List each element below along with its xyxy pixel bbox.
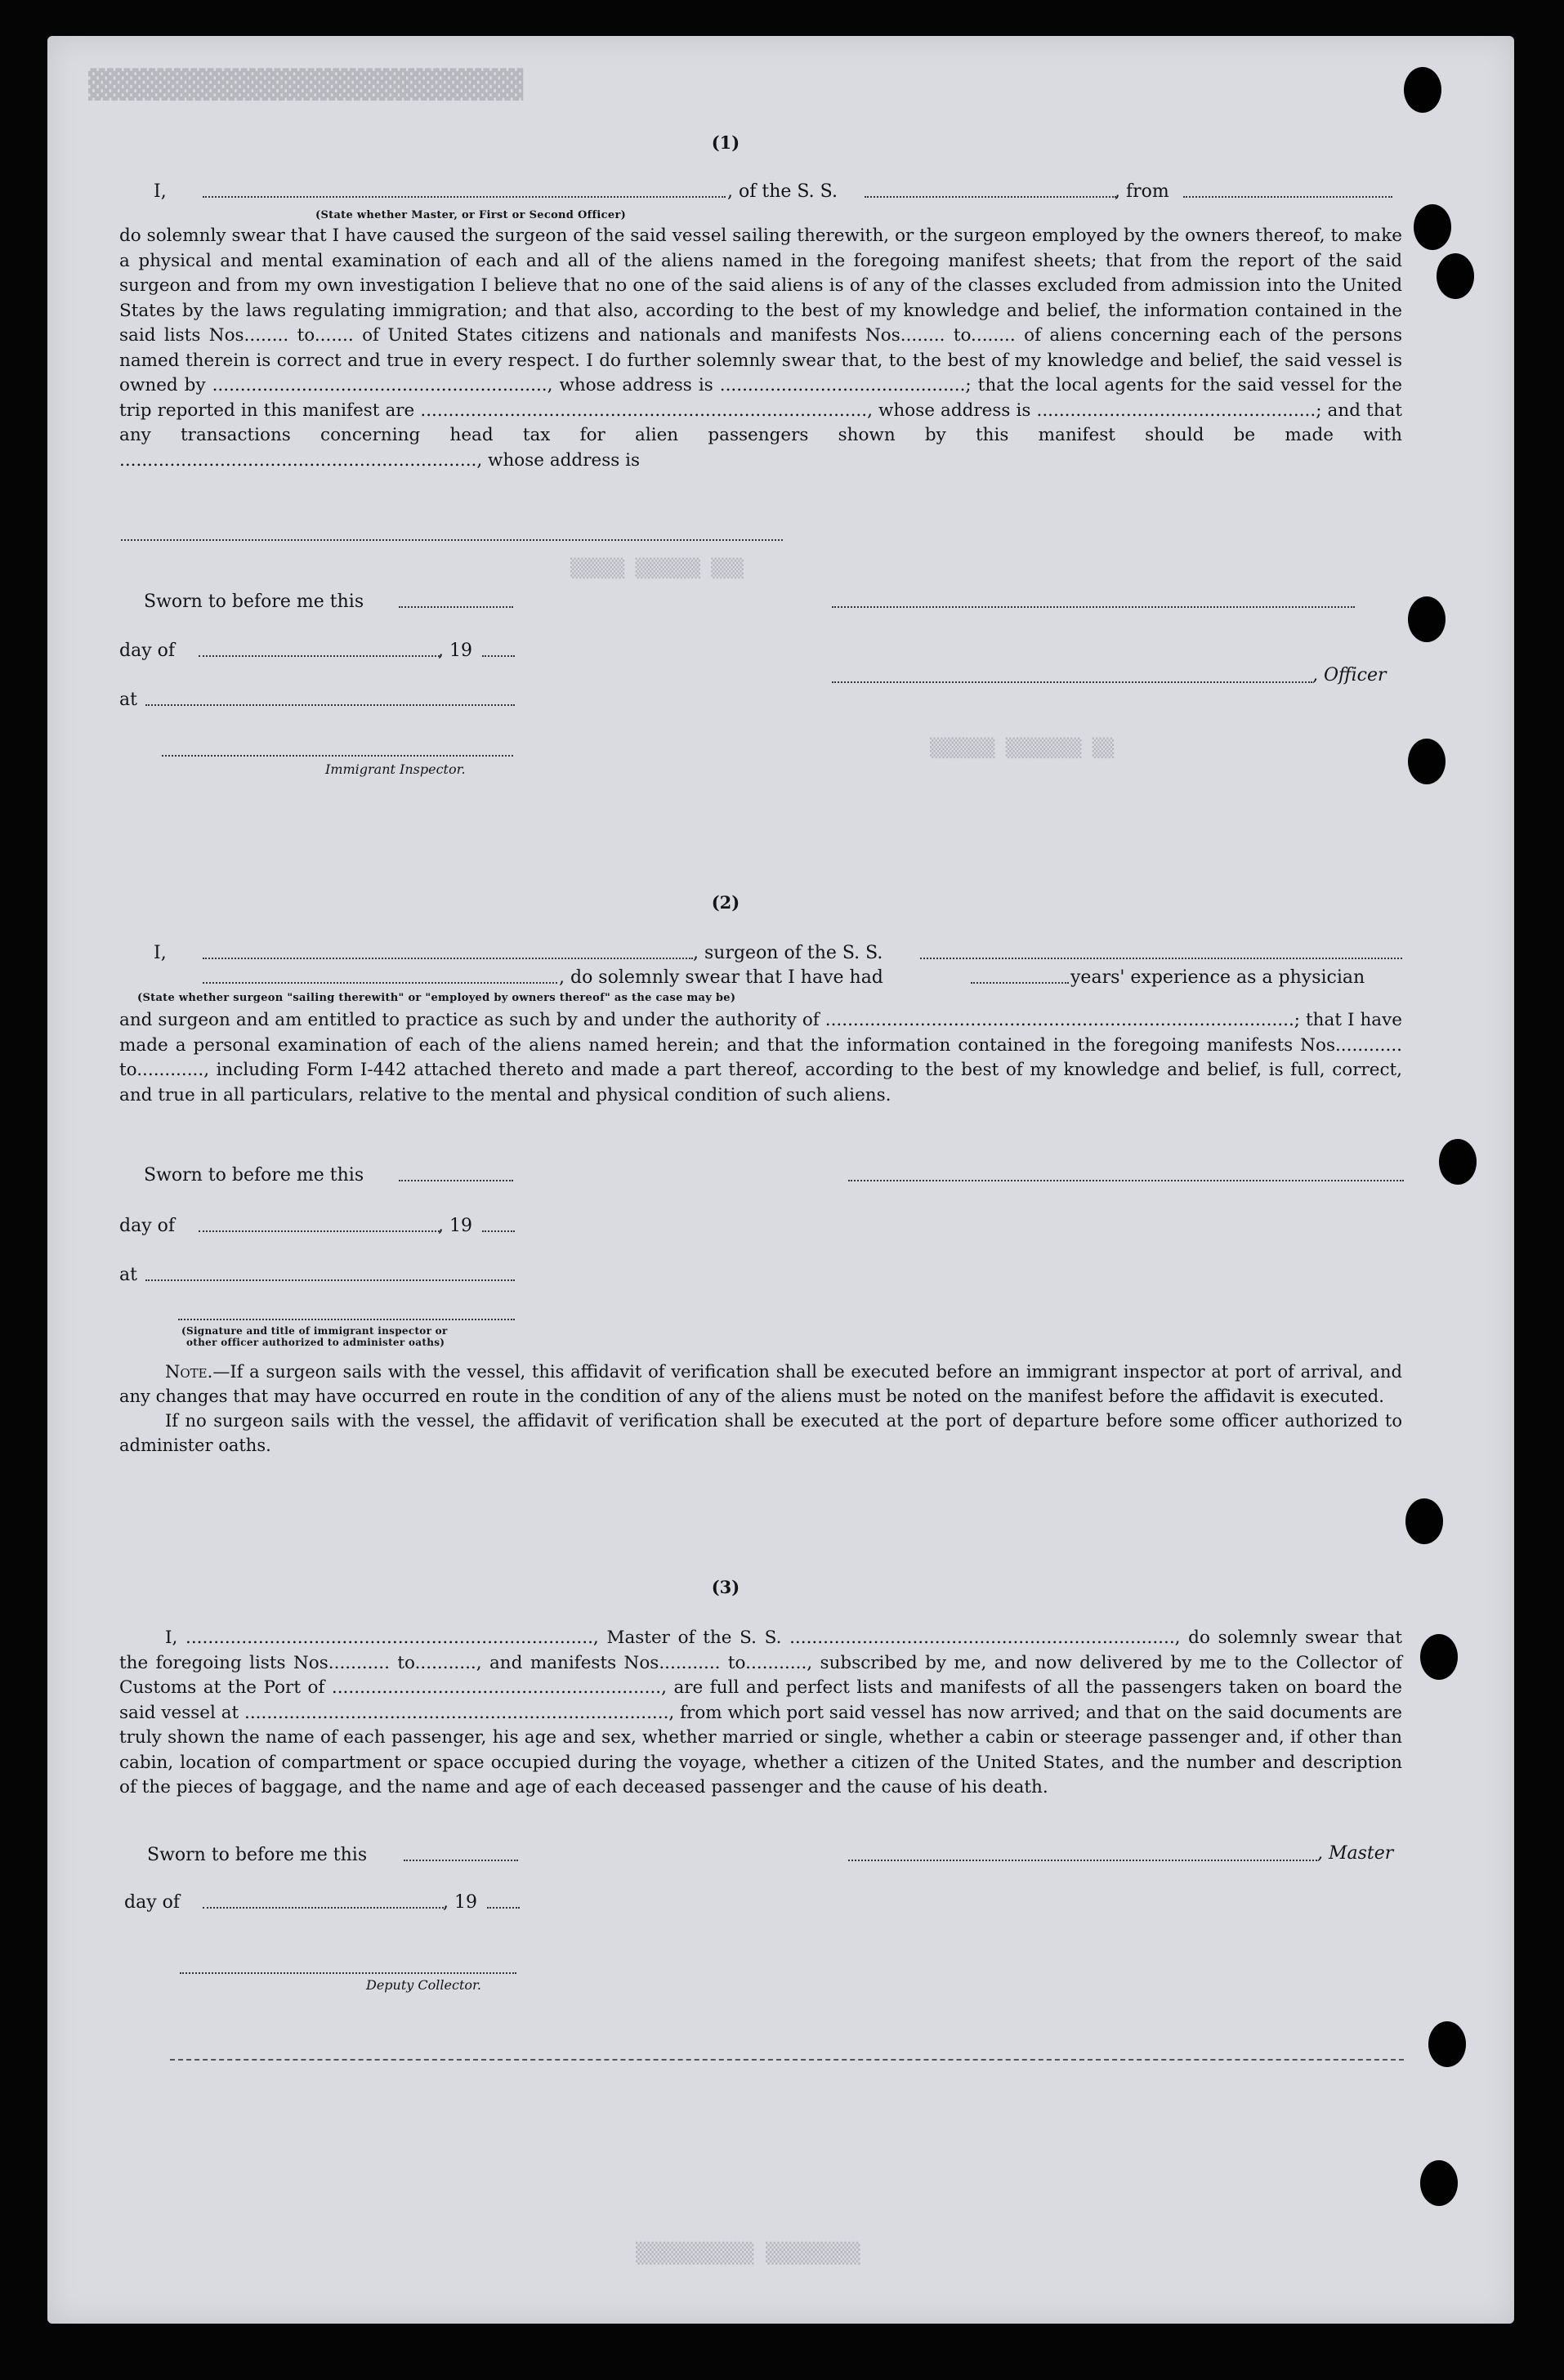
sec1-i-label: I, (154, 181, 167, 202)
sec1-from-label: , from (1115, 181, 1169, 202)
sec1-at-label: at (119, 690, 137, 710)
sec2-years-field[interactable] (971, 967, 1069, 984)
sec2-oath-text-block (119, 1008, 1402, 1108)
sec1-officer-signature-line-2[interactable] (832, 667, 1312, 683)
punch-hole (1420, 1634, 1458, 1680)
punch-hole (1404, 67, 1441, 113)
sec1-officer-name-field[interactable] (203, 181, 726, 198)
sec1-day-of-label: day of (119, 641, 176, 661)
sec2-month-field[interactable] (199, 1216, 440, 1232)
sec1-vessel-name-field[interactable] (865, 181, 1116, 198)
sec1-year-label: , 19 (438, 641, 472, 661)
section-3-number: (3) (711, 1577, 740, 1597)
punch-hole (1439, 1139, 1477, 1185)
sec3-sworn-label: Sworn to before me this (147, 1845, 368, 1865)
form-page (47, 36, 1514, 2324)
section-1-number: (1) (711, 132, 740, 153)
sec1-inspector-caption: Immigrant Inspector. (325, 761, 466, 777)
sec1-at-place-field[interactable] (145, 690, 515, 706)
sec2-at-label: at (119, 1265, 137, 1285)
punch-hole (1408, 596, 1446, 642)
sec1-year-field[interactable] (482, 641, 515, 657)
sec2-i-label: I, (154, 943, 167, 963)
punch-hole (1437, 253, 1474, 299)
sec1-sworn-label: Sworn to before me this (144, 592, 364, 612)
sec2-sworn-label: Sworn to before me this (144, 1165, 364, 1186)
sec2-note-text: —If a surgeon sails with the vessel, this affidavit of verification shall be executed before an immigrant inspector at port of arrival, and any changes that may have occurred en route in the condition of any of the aliens must be noted on the manifest before the affidavit is executed. (119, 1362, 1402, 1406)
sec2-note-label: Note. (165, 1362, 213, 1382)
sec2-year-label: , 19 (438, 1216, 472, 1236)
sec3-sworn-day-field[interactable] (404, 1845, 518, 1861)
sec2-note2-paragraph: If no surgeon sails with the vessel, the affidavit of verification shall be executed at the port of departure before some officer authorized to administer oaths. (119, 1411, 1402, 1455)
punch-hole (1420, 2160, 1458, 2206)
sec3-year-label: , 19 (443, 1892, 477, 1913)
sec2-surgeon-of-label: , surgeon of the S. S. (693, 943, 883, 963)
sec1-inspector-signature-field[interactable] (162, 747, 513, 757)
sec1-of-the-ss-label: , of the S. S. (727, 181, 838, 202)
sec2-surgeon-caption: (State whether surgeon "sailing therewith" or "employed by owners thereof" as the case may be) (137, 992, 736, 1004)
section-2-number: (2) (711, 892, 740, 913)
punch-hole (1414, 204, 1451, 250)
sec3-month-field[interactable] (203, 1892, 444, 1909)
punch-hole (1408, 739, 1446, 784)
sec2-do-solemnly-label: , do solemnly swear that I have had (559, 967, 883, 988)
sec2-day-of-label: day of (119, 1216, 176, 1236)
sec1-month-field[interactable] (199, 641, 440, 657)
sec3-deputy-signature-field[interactable] (180, 1964, 516, 1974)
sec3-deputy-caption: Deputy Collector. (366, 1977, 481, 1993)
punch-hole (1428, 2021, 1466, 2067)
bleed-through-block-2: ▒▒▒▒▒▒ ▒▒▒▒▒▒▒ ▒▒ (930, 739, 1115, 759)
sec2-oath-paragraph: and surgeon and am entitled to practice as such by and under the authority of ....................................................................................; that I have made a personal examination of each of the aliens named herein; and that the information contained in the foregoing manifests Nos............ to............, including Form I-442 attached thereto and made a part thereof, according to the best of my knowledge and belief, is full, correct, and true in all particulars, relative to the mental and physical condition of such aliens. (119, 1010, 1402, 1105)
bottom-divider (170, 2059, 1404, 2061)
sec2-inspector-signature-field[interactable] (178, 1311, 515, 1320)
sec1-address-continuation-field[interactable] (121, 531, 783, 541)
sec1-officer-caption: (State whether Master, or First or Second Officer) (315, 209, 627, 221)
sec1-oath-paragraph: do solemnly swear that I have caused the surgeon of the said vessel sailing therewith, or the surgeon employed by the owners thereof, to make a physical and mental examination of each and all of the aliens named in the foregoing manifest sheets; that from the report of the said surgeon and from my own investigation I believe that no one of the said aliens is of any of the classes excluded from admission into the United States by the laws regulating immigration; and that also, according to the best of my knowledge and belief, the information contained in the said lists Nos........ to....... of United States citizens and nationals and manifests Nos........ to........ of aliens concerning each of the persons named therein is correct and true in every respect. I do further solemnly swear that, to the best of my knowledge and belief, the said vessel is owned by ............................................................, whose address is ............................................; that the local agents for the said vessel for the trip reported in this manifest are ................................................................................, whose address is ..................................................; and that any transactions concerning head tax for alien passengers shown by this manifest should be made with ................................................................, whose address is (119, 225, 1402, 471)
sec1-officer-signature-field[interactable] (832, 592, 1355, 608)
sec2-capacity-field[interactable] (203, 967, 557, 984)
sec3-oath-paragraph: I, ........................................................................., Master of the S. S. ....................................................................., do solemnly swear that the foregoing lists Nos........... to..........., and manifests Nos........... to..........., subscribed by me, and now delivered by me to the Collector of Customs at the Port of ..........................................................., are full and perfect lists and manifests of all the passengers taken on board the said vessel at ............................................................................, from which port said vessel has now arrived; and that on the said documents are truly shown the name of each passenger, his age and sex, whether married or single, whether a cabin or steerage passenger and, if other than cabin, location of compartment or space occupied during the voyage, whether a citizen of the United States, and the number and description of the pieces of baggage, and the name and age of each deceased passenger and the cause of his death. (119, 1628, 1402, 1797)
sec2-sig-caption-1: (Signature and title of immigrant inspector or (181, 1325, 448, 1337)
sec2-at-place-field[interactable] (145, 1265, 515, 1281)
sec1-from-port-field[interactable] (1183, 181, 1392, 198)
sec2-sworn-day-field[interactable] (399, 1165, 513, 1181)
sec2-note-block (119, 1360, 1402, 1458)
sec2-surgeon-signature-field[interactable] (848, 1165, 1404, 1181)
sec2-year-field[interactable] (482, 1216, 515, 1232)
sec3-year-field[interactable] (487, 1892, 520, 1909)
sec2-surgeon-name-field[interactable] (203, 943, 693, 959)
sec2-years-exp-label: years' experience as a physician (1070, 967, 1365, 988)
sec2-vessel-name-field[interactable] (920, 943, 1402, 959)
sec3-master-caption: , Master (1317, 1843, 1394, 1864)
bleed-through-footer: ▒▒▒▒▒▒▒▒▒▒ ▒▒▒▒▒▒▒▒ (636, 2242, 860, 2265)
sec1-officer-caption: , Officer (1312, 665, 1387, 685)
sec1-sworn-day-field[interactable] (399, 592, 513, 608)
sec3-master-signature-field[interactable] (848, 1845, 1317, 1861)
bleed-through-block: ▒▒▒▒▒ ▒▒▒▒▒▒ ▒▒▒ (570, 559, 744, 579)
sec3-oath-text-block (119, 1626, 1402, 1801)
sec2-sig-caption-2: other officer authorized to administer oaths) (186, 1337, 445, 1348)
sec1-oath-text-block (119, 224, 1402, 473)
sec3-day-of-label: day of (124, 1892, 181, 1913)
punch-hole (1405, 1498, 1443, 1544)
sec2-note-paragraph (119, 1360, 1402, 1409)
bleed-through-heading: ▓▓▓▓▓▓▓▓▓▓▓▓▓▓▓▓▓▓▓▓▓▓▓▓▓▓ (88, 69, 524, 101)
